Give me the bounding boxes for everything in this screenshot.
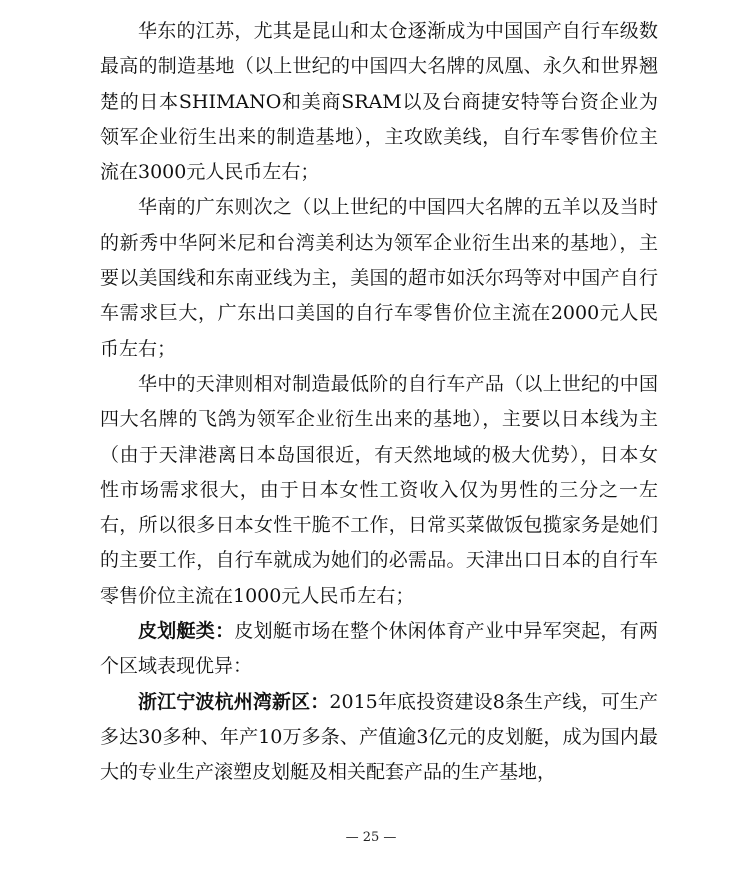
paragraph-heading: 浙江宁波杭州湾新区： <box>138 690 330 713</box>
paragraph-heading: 皮划艇类： <box>138 620 235 643</box>
paragraph-kayak <box>100 614 658 685</box>
paragraph-text: 华东的江苏，尤其是昆山和太仓逐渐成为中国国产自行车级数最高的制造基地（以上世纪的中国四大名牌的凤凰、永久和世界翘楚的日本SHIMANO和美商SRAM以及台商捷安特等台资企业为领军企业衍生出来的制造基地），主攻欧美线，自行车零售价位主流在3000元人民币左右； <box>100 20 658 184</box>
paragraph-guangdong <box>100 190 658 366</box>
body-text <box>100 14 658 791</box>
paragraph-jiangsu <box>100 14 658 190</box>
paragraph-tianjin <box>100 367 658 614</box>
page-number: — 25 — <box>345 830 397 845</box>
paragraph-ningbo <box>100 685 658 791</box>
paragraph-text: 皮划艇市场在整个休闲体育产业中异军突起，有两个区域表现优异： <box>100 620 658 678</box>
paragraph-text: 华中的天津则相对制造最低阶的自行车产品（以上世纪的中国四大名牌的飞鸽为领军企业衍生出来的基地），主要以日本线为主（由于天津港离日本岛国很近，有天然地域的极大优势），日本女性市场需求很大，由于日本女性工资收入仅为男性的三分之一左右，所以很多日本女性干脆不工作，日常买菜做饭包揽家务是她们的主要工作，自行车就成为她们的必需品。天津出口日本的自行车零售价位主流在1000元人民币左右； <box>100 372 658 607</box>
paragraph-text: 华南的广东则次之（以上世纪的中国四大名牌的五羊以及当时的新秀中华阿米尼和台湾美利达为领军企业衍生出来的基地），主要以美国线和东南亚线为主，美国的超市如沃尔玛等对中国产自行车需求巨大，广东出口美国的自行车零售价位主流在2000元人民币左右； <box>100 196 658 360</box>
paragraph-text: 2015年底投资建设8条生产线，可生产多达30多种、年产10万多条、产值逾3亿元的皮划艇，成为国内最大的专业生产滚塑皮划艇及相关配套产品的生产基地， <box>100 690 658 784</box>
